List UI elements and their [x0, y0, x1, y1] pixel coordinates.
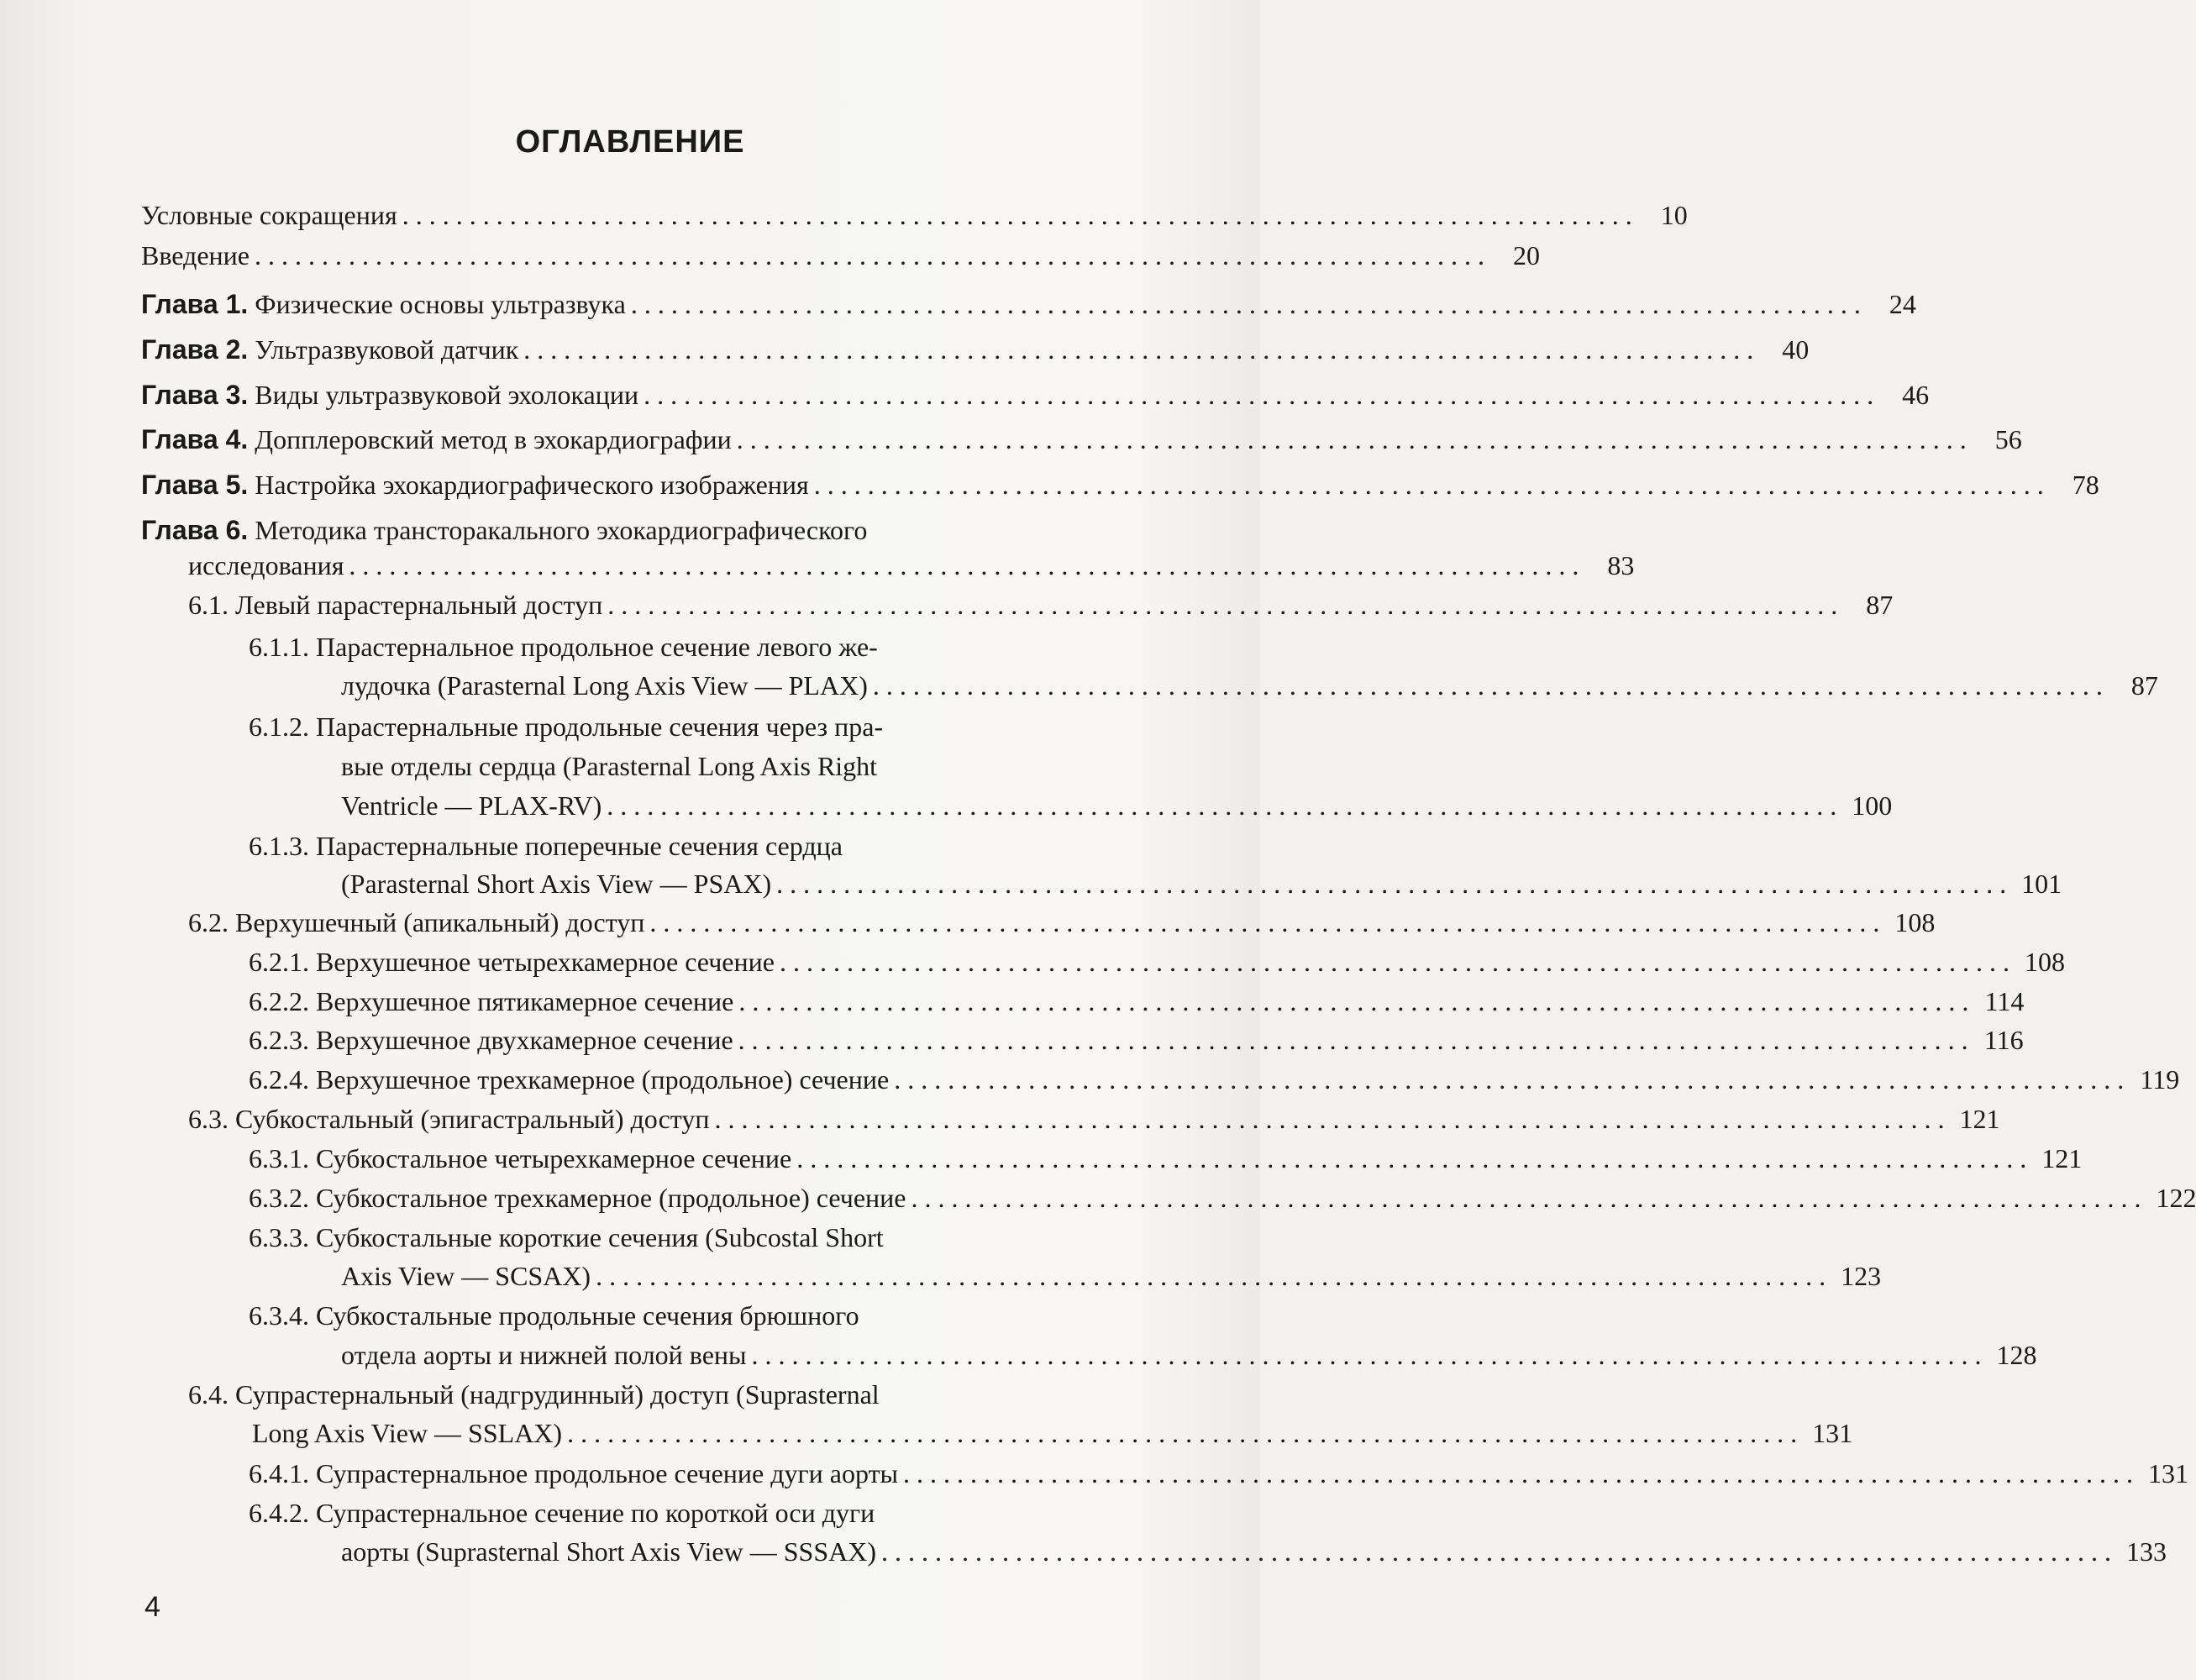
- leader-dots: [903, 1457, 2133, 1490]
- toc-entry: [341, 867, 2062, 900]
- leader-dots: [738, 1023, 1968, 1057]
- toc-entry: [341, 1259, 1882, 1293]
- toc-entry-page: 56: [1994, 424, 2022, 454]
- toc-entry-title: 6.2. Верхушечный (апикальный) доступ: [188, 907, 645, 937]
- toc-entry-title: Настройка эхокардиографического изображения: [255, 470, 809, 500]
- toc-entry-page: 131: [1812, 1418, 1853, 1448]
- toc-entry-title: 6.3.1. Субкостальное четырехкамерное сечение: [249, 1143, 792, 1173]
- leader-dots: [567, 1416, 1797, 1450]
- toc-entry-title: 6.2.3. Верхушечное двухкамерное сечение: [249, 1025, 733, 1055]
- toc-entry-page: 128: [1996, 1340, 2037, 1370]
- toc-entry-title: 6.2.4. Верхушечное трехкамерное (продольное) сечение: [249, 1064, 890, 1095]
- toc-entry-page: 133: [2125, 1536, 2167, 1567]
- toc-entry: [249, 984, 2025, 1018]
- toc-entry-first-line: 6.4. Супрастернальный (надгрудинный) доступ (Suprasternal: [188, 1379, 880, 1410]
- leader-dots: [255, 239, 1484, 272]
- toc-entry: [249, 1457, 2189, 1490]
- toc-entry-page: 20: [1512, 240, 1540, 270]
- toc-entry: [141, 423, 2022, 456]
- leader-dots: [752, 1338, 1982, 1372]
- toc-entry: [188, 906, 1936, 939]
- leader-dots: [738, 984, 1968, 1018]
- toc-entry: [341, 1338, 2037, 1372]
- toc-entry: [341, 669, 2158, 702]
- toc-entry-continuation: исследования: [188, 550, 344, 580]
- toc-entry-title: 6.2.2. Верхушечное пятикамерное сечение: [249, 986, 734, 1016]
- toc-entry-page: 46: [1902, 380, 1930, 410]
- toc-entry-title: Физические основы ультразвука: [255, 289, 626, 319]
- toc-entry-title: Условные сокращения: [141, 200, 397, 230]
- toc-entry-page: 83: [1607, 550, 1635, 580]
- leader-dots: [776, 867, 2006, 900]
- leader-dots: [881, 1535, 2111, 1568]
- toc-entry-page: 116: [1983, 1025, 2024, 1055]
- toc-entry-title: Введение: [141, 240, 250, 270]
- leader-dots: [714, 1102, 1944, 1136]
- toc-entry-page: 101: [2021, 869, 2062, 899]
- leader-dots: [607, 588, 1837, 622]
- toc-entry-first-line: 6.3.3. Субкостальные короткие сечения (Subcostal Short: [249, 1222, 884, 1252]
- chapter-label: Глава 5.: [141, 470, 249, 500]
- chapter-label: Глава 2.: [141, 334, 249, 365]
- leader-dots: [649, 906, 1879, 939]
- leader-dots: [523, 333, 1753, 366]
- toc-entry: [249, 1142, 2083, 1175]
- toc-entry: [252, 1416, 1853, 1450]
- toc-entry-page: 121: [2041, 1143, 2083, 1173]
- leader-dots: [607, 789, 1836, 822]
- toc-entry: [249, 1063, 2180, 1096]
- toc-entry-continuation: лудочка (Parasternal Long Axis View — PLAX): [341, 670, 868, 701]
- toc-entry-page: 78: [2072, 470, 2099, 500]
- toc-entry-page: 119: [2140, 1064, 2180, 1095]
- toc-entry-title: 6.4.1. Супрастернальное продольное сечение дуги аорты: [249, 1458, 899, 1488]
- toc-entry-first-line: 6.4.2. Супрастернальное сечение по короткой оси дуги: [249, 1498, 875, 1528]
- toc-entry: [249, 1023, 2024, 1057]
- chapter-label: Глава 4.: [141, 424, 249, 454]
- toc-entry-page: 123: [1841, 1261, 1882, 1291]
- toc-entry-title: Виды ультразвуковой эхолокации: [255, 380, 639, 410]
- toc-entry: [141, 239, 1540, 272]
- toc-entry-continuation: аорты (Suprasternal Short Axis View — SSSAX): [341, 1536, 876, 1567]
- toc-entry-page: 121: [1959, 1104, 2000, 1134]
- toc-entry: [188, 588, 1894, 622]
- leader-dots: [796, 1142, 2026, 1175]
- leader-dots: [894, 1063, 2124, 1096]
- toc-entry-page: 108: [1894, 907, 1936, 937]
- toc-entry-page: 122: [2156, 1183, 2196, 1213]
- chapter-label: Глава 3.: [141, 380, 249, 410]
- chapter-label: Глава 1.: [141, 289, 249, 319]
- toc-entry: [141, 378, 1930, 412]
- toc-entry-first-line: 6.1.2. Парастернальные продольные сечения через пра-: [249, 711, 884, 742]
- toc-entry-first-line: 6.1.1. Парастернальное продольное сечение левого же-: [249, 632, 878, 662]
- page-number: 4: [144, 1591, 160, 1623]
- toc-entry-continuation: (Parasternal Short Axis View — PSAX): [341, 869, 772, 899]
- leader-dots: [631, 287, 1861, 321]
- toc-entry-title: Ультразвуковой датчик: [255, 334, 519, 365]
- leader-dots: [873, 669, 2103, 702]
- toc-entry-page: 24: [1889, 289, 1916, 319]
- toc-entry: [141, 198, 1688, 232]
- toc-entry-title: 6.3. Субкостальный (эпигастральный) доступ: [188, 1104, 710, 1134]
- leader-dots: [402, 198, 1632, 232]
- toc-entry: [249, 945, 2065, 979]
- toc-entry-continuation: Axis View — SCSAX): [341, 1261, 591, 1291]
- leader-dots: [814, 468, 2044, 501]
- toc-entry-title: Допплеровский метод в эхокардиографии: [255, 424, 732, 454]
- toc-entry-title: Методика трансторакального эхокардиографического: [255, 515, 868, 545]
- chapter-label: Глава 6.: [141, 515, 249, 545]
- toc-entry-page: 87: [1866, 590, 1894, 620]
- toc-entry: [188, 549, 1635, 582]
- toc-entry-continuation: Ventricle — PLAX-RV): [341, 790, 602, 821]
- toc-entry-continuation: отдела аорты и нижней полой вены: [341, 1340, 747, 1370]
- toc-entry-page: 40: [1782, 334, 1810, 365]
- toc-entry-title: 6.1. Левый парастернальный доступ: [188, 590, 603, 620]
- toc-entry: [341, 1535, 2167, 1568]
- leader-dots: [780, 945, 2009, 979]
- page-title: ОГЛАВЛЕНИЕ: [515, 124, 745, 160]
- toc-entry-title: 6.2.1. Верхушечное четырехкамерное сечение: [249, 947, 775, 977]
- leader-dots: [737, 423, 1967, 456]
- toc-entry-page: 114: [1984, 986, 2025, 1016]
- toc-entry: [141, 287, 1916, 321]
- toc-entry-title: 6.3.2. Субкостальное трехкамерное (продольное) сечение: [249, 1183, 906, 1213]
- leader-dots: [349, 549, 1579, 582]
- toc-entry: [141, 333, 1810, 366]
- toc-entry-first-line: [141, 513, 867, 547]
- toc-entry: [188, 1102, 2000, 1136]
- toc-entry-continuation: Long Axis View — SSLAX): [252, 1418, 563, 1448]
- toc-entry: [141, 468, 2099, 501]
- leader-dots: [911, 1181, 2141, 1215]
- toc-entry-page: 87: [2130, 670, 2158, 701]
- toc-entry-middle-line: вые отделы сердца (Parasternal Long Axis Right: [341, 751, 878, 781]
- toc-entry-first-line: 6.3.4. Субкостальные продольные сечения брюшного: [249, 1300, 859, 1331]
- toc-entry-page: 131: [2148, 1458, 2189, 1488]
- toc-entry-page: 108: [2024, 947, 2065, 977]
- toc-entry-first-line: 6.1.3. Парастернальные поперечные сечения сердца: [249, 831, 843, 861]
- toc-entry: [249, 1181, 2196, 1215]
- leader-dots: [644, 378, 1873, 412]
- toc-entry-page: 100: [1852, 790, 1893, 821]
- leader-dots: [596, 1259, 1826, 1293]
- toc-entry-page: 10: [1660, 200, 1688, 230]
- toc-entry: [341, 789, 1893, 822]
